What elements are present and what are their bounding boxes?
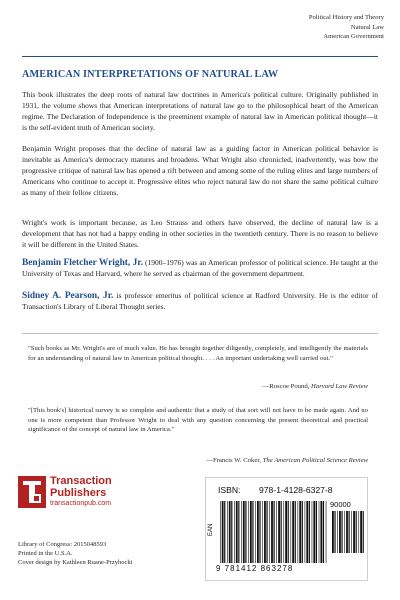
editor-bio-text: is professor emeritus of political science at Radford University. He is the editor of Transaction's Library of Liberal Thought series. xyxy=(22,291,378,311)
quote-source: Harvard Law Review xyxy=(311,383,368,390)
editor-bio xyxy=(22,291,378,313)
subject-categories xyxy=(309,13,384,42)
isbn-label: ISBN: xyxy=(218,485,241,495)
description-paragraph: This book illustrates the deep roots of natural law doctrines in America's political culture. Originally published in 1931, the volume shows that American interpretations of natural law go to the philosophical heart of the American regime. The Declaration of Independence is the preeminent example of natural law in American political thought—it is the self-evident truth of American society. xyxy=(22,90,378,132)
ean-label: EAN xyxy=(208,523,214,536)
imprint-line: Printed in the U.S.A. xyxy=(18,550,73,558)
addon-barcode-icon xyxy=(332,511,364,553)
quote-author: —Francis W. Coker, xyxy=(206,457,263,464)
author-bio-text: (1900–1976) was an American professor of political science. He taught at the University of Texas and Harvard, where he served as chairman of the government department. xyxy=(22,258,378,278)
publisher-logo xyxy=(18,474,168,514)
barcode-digits: 9 781412 863278 xyxy=(216,564,294,573)
review-quotes xyxy=(22,333,378,487)
subject-line: Natural Law xyxy=(350,23,384,31)
subject-line: Political History and Theory xyxy=(308,14,384,21)
author-bio xyxy=(22,258,378,280)
imprint-info xyxy=(18,540,132,568)
description-paragraph: Benjamin Wright proposes that the decline of natural law as a guiding factor in American political behavior is inevitable as America's democracy matures and broadens. What Wright also chronicled, inadvertently, was how the progressive critique of natural law has opened a rift between and among some of the ruling elites and large numbers of Americans who continue to accept it. Progressive elites who reject natural law do not share the same political culture as many of their fellow citizens. xyxy=(22,144,378,197)
subject-line: American Government xyxy=(323,33,384,41)
publisher-url: transactionpub.com xyxy=(50,500,112,507)
quote-source: The American Political Science Review xyxy=(262,457,368,464)
imprint-line: Cover design by Kathleen Ruane-Przyhocki xyxy=(18,559,133,567)
barcode-icon xyxy=(220,501,328,563)
publisher-name-line2: Publishers xyxy=(50,487,107,499)
quote-attribution xyxy=(263,383,368,390)
publisher-logo-icon xyxy=(18,476,46,508)
barcode-panel xyxy=(205,477,368,581)
review-quote: "Such books as Mr. Wright's are of much value. He has brought together diligently, completely, and intelligently the materials for an understanding of natural law in American political thought. . . . An important undertaking well carried out." xyxy=(28,345,368,362)
quote-author: —Roscoe Pound, xyxy=(262,383,312,390)
author-name: Benjamin Fletcher Wright, Jr. xyxy=(22,258,144,268)
publisher-name-line1: Transaction xyxy=(50,475,112,487)
imprint-line: Library of Congress: 2015048593 xyxy=(18,541,107,548)
isbn-number: 978-1-4128-6327-8 xyxy=(259,485,333,495)
price-code: 90000 xyxy=(330,500,351,509)
editor-name: Sidney A. Pearson, Jr. xyxy=(22,291,114,301)
description-paragraph: Wright's work is important because, as Leo Strauss and others have observed, the decline of natural law is a development that has not had a happy ending in other societies in the twentieth century. There is no reason to believe it will be different in the United States. xyxy=(22,218,378,249)
review-quote: "[This book's] historical survey is so complete and authentic that a study of that sort will not have to be made again. And no one is more competent than Professor Wright to deal with any question concerning the present theoretical and practical significance of the concept of natural law in America." xyxy=(28,407,368,434)
quote-attribution xyxy=(206,457,368,464)
book-title: AMERICAN INTERPRETATIONS OF NATURAL LAW xyxy=(22,69,279,80)
